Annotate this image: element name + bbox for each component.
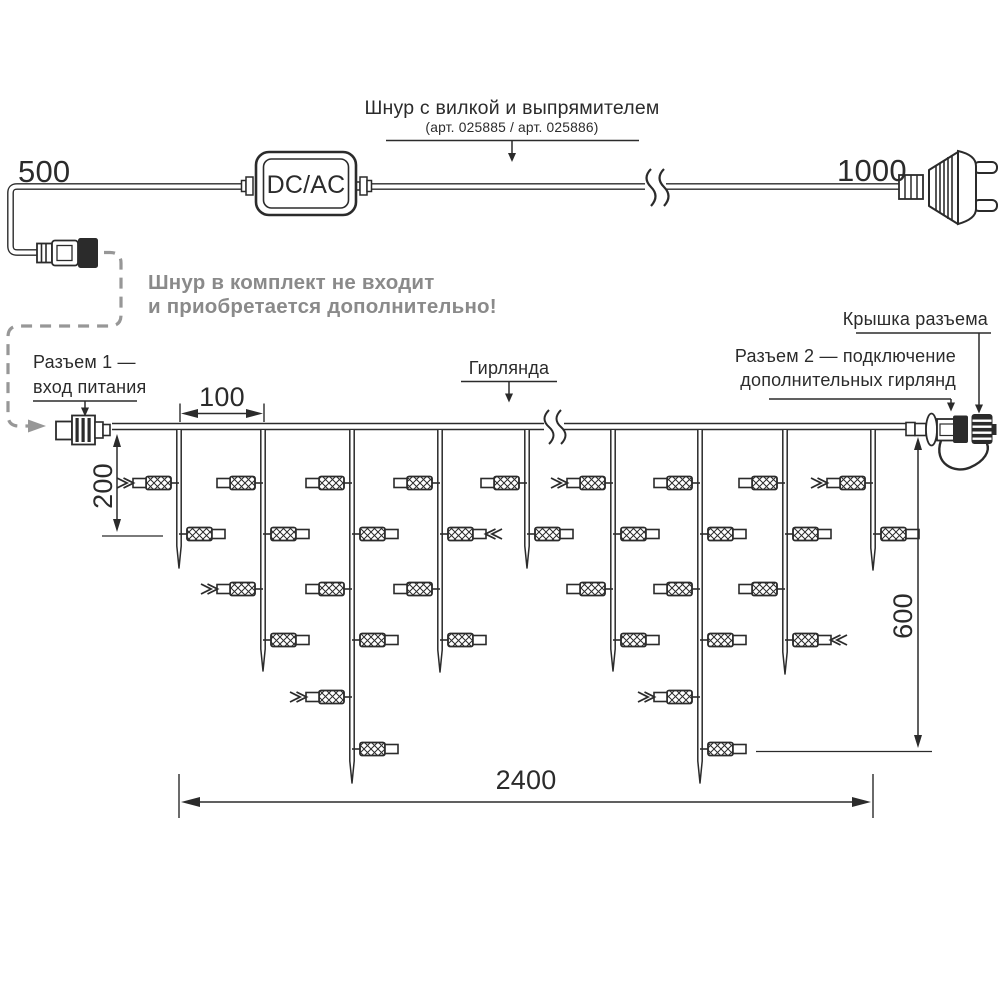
bulb-glass <box>621 528 646 541</box>
icicle-drop <box>201 430 309 671</box>
drop-wire <box>525 430 529 568</box>
power-plug-icon <box>899 151 997 224</box>
led-bulb <box>290 691 352 704</box>
bulb-glass <box>708 743 733 756</box>
led-bulb <box>352 634 398 647</box>
bulb-glass <box>667 477 692 490</box>
icicle-drop <box>394 430 502 672</box>
bulb-glass <box>448 528 473 541</box>
led-bulb <box>567 583 613 596</box>
bulb-glass <box>708 528 733 541</box>
led-bulb <box>638 691 700 704</box>
garland-label: Гирлянда <box>468 358 550 378</box>
bulb-glass <box>271 528 296 541</box>
length-500-label: 500 <box>18 154 71 189</box>
bulb-glass <box>360 634 385 647</box>
connector2-callout-arrow <box>947 403 955 412</box>
led-bulb <box>306 583 352 596</box>
garland-callout <box>461 358 557 403</box>
bulb-glass <box>360 528 385 541</box>
bulb-cap <box>654 479 667 488</box>
led-bulb <box>481 477 527 490</box>
led-bulb <box>613 634 659 647</box>
drop-wire <box>871 430 875 570</box>
bulb-glass <box>494 477 519 490</box>
icicle-drop <box>290 430 398 783</box>
drop-wire <box>783 430 787 674</box>
note-line2: и приобретается дополнительно! <box>148 295 497 318</box>
dashed-guide-path <box>8 253 121 433</box>
cap-tether-cord <box>939 441 988 470</box>
length-1000-label: 1000 <box>837 153 907 188</box>
cord-callout-subtitle: (арт. 025885 / арт. 025886) <box>425 120 599 135</box>
bulb-glass <box>360 743 385 756</box>
bulb-cap <box>646 636 659 645</box>
connector-1-icon <box>56 416 110 445</box>
led-bulb <box>394 477 440 490</box>
led-bulb <box>117 477 179 490</box>
led-bulb <box>527 528 573 541</box>
bulb-glass <box>535 528 560 541</box>
led-bulb <box>352 528 398 541</box>
bulb-cap <box>394 585 407 594</box>
bulb-glass <box>407 583 432 596</box>
power-cord-section <box>11 97 998 318</box>
drop-wire <box>177 430 181 568</box>
dim-100-label: 100 <box>199 382 245 412</box>
bulb-glass <box>187 528 212 541</box>
bulb-cap <box>739 479 752 488</box>
bulb-cap <box>212 530 225 539</box>
garland-section <box>33 309 997 818</box>
connector1-label-line2: вход питания <box>33 377 147 397</box>
dashed-guide-arrow <box>28 420 46 433</box>
bulb-cap <box>733 745 746 754</box>
bulb-cap <box>385 530 398 539</box>
bulb-glass <box>793 528 818 541</box>
bulb-cap <box>296 636 309 645</box>
dim-2400 <box>179 765 873 818</box>
dc-ac-adapter <box>242 152 372 215</box>
bulb-cap <box>560 530 573 539</box>
bulb-cap <box>739 585 752 594</box>
led-bulb <box>394 583 440 596</box>
led-bulb <box>613 528 659 541</box>
icicle-drop <box>117 430 225 568</box>
bulb-cap <box>296 530 309 539</box>
cord-connector-icon <box>37 238 98 268</box>
bulb-glass <box>407 477 432 490</box>
led-bulb <box>785 634 847 647</box>
connector2-label-line1: Разъем 2 — подключение <box>734 346 956 366</box>
cord-callout <box>364 97 659 162</box>
led-bulb <box>263 528 309 541</box>
led-bulb <box>217 477 263 490</box>
bulb-glass <box>319 583 344 596</box>
led-bulb <box>654 477 700 490</box>
drop-wire <box>261 430 265 671</box>
bulb-cap <box>481 479 494 488</box>
bulb-glass <box>752 583 777 596</box>
led-bulb <box>700 634 746 647</box>
led-bulb <box>739 477 785 490</box>
bulb-glass <box>230 583 255 596</box>
drop-wire <box>438 430 442 672</box>
bulb-cap <box>906 530 919 539</box>
bulb-glass <box>667 583 692 596</box>
bulb-cap <box>473 636 486 645</box>
bulb-cap <box>217 479 230 488</box>
cord-callout-title: Шнур с вилкой и выпрямителем <box>364 97 660 119</box>
bulb-glass <box>580 477 605 490</box>
bulb-cap <box>654 585 667 594</box>
connector2-callout <box>735 346 956 412</box>
bulb-cap <box>385 745 398 754</box>
led-bulb <box>352 743 398 756</box>
bulb-glass <box>319 691 344 704</box>
led-bulb <box>201 583 263 596</box>
dim-2400-label: 2400 <box>495 765 557 795</box>
cord-callout-arrow <box>508 153 516 162</box>
icicle-drop <box>551 430 659 671</box>
connector-cap-icon <box>972 414 997 444</box>
led-bulb <box>873 528 919 541</box>
icicle-drops-layer <box>117 430 919 783</box>
led-bulb <box>179 528 225 541</box>
bulb-glass <box>580 583 605 596</box>
bulb-glass <box>230 477 255 490</box>
bulb-glass <box>881 528 906 541</box>
icicle-drop <box>739 430 847 674</box>
dim-600-label: 600 <box>888 593 918 639</box>
bulb-glass <box>271 634 296 647</box>
bulb-cap <box>733 530 746 539</box>
garland-callout-arrow <box>505 394 513 403</box>
led-bulb <box>785 528 831 541</box>
bulb-cap <box>306 585 319 594</box>
bulb-cap <box>306 479 319 488</box>
bulb-glass <box>319 477 344 490</box>
bulb-cap <box>646 530 659 539</box>
bulb-cap <box>567 585 580 594</box>
led-bulb <box>306 477 352 490</box>
led-bulb <box>654 583 700 596</box>
note-line1: Шнур в комплект не входит <box>148 271 435 294</box>
bulb-cap <box>394 479 407 488</box>
wire-break-icon <box>545 410 566 444</box>
bulb-cap <box>385 636 398 645</box>
connector1-label-line1: Разъем 1 — <box>33 352 136 372</box>
cap-callout-arrow <box>975 405 983 414</box>
bulb-glass <box>621 634 646 647</box>
bulb-glass <box>793 634 818 647</box>
dim-100 <box>180 382 264 422</box>
connector2-label-line2: дополнительных гирлянд <box>740 370 956 390</box>
led-bulb <box>551 477 613 490</box>
adapter-label: DC/AC <box>266 171 346 199</box>
cord-break-icon <box>647 169 669 206</box>
bulb-glass <box>708 634 733 647</box>
led-bulb <box>739 583 785 596</box>
dim-200-label: 200 <box>88 463 118 509</box>
led-bulb <box>700 528 746 541</box>
bulb-glass <box>840 477 865 490</box>
led-bulb <box>811 477 873 490</box>
bulb-cap <box>818 530 831 539</box>
drop-wire <box>611 430 615 671</box>
led-bulb <box>700 743 746 756</box>
cap-label: Крышка разъема <box>842 309 988 329</box>
bulb-cap <box>733 636 746 645</box>
icicle-drop <box>638 430 746 783</box>
icicle-drop <box>481 430 573 568</box>
connector1-callout <box>33 352 146 417</box>
bulb-glass <box>146 477 171 490</box>
bulb-glass <box>752 477 777 490</box>
led-bulb <box>440 528 502 541</box>
led-bulb <box>440 634 486 647</box>
bulb-glass <box>448 634 473 647</box>
led-bulb <box>263 634 309 647</box>
icicle-drop <box>811 430 919 570</box>
bulb-glass <box>667 691 692 704</box>
